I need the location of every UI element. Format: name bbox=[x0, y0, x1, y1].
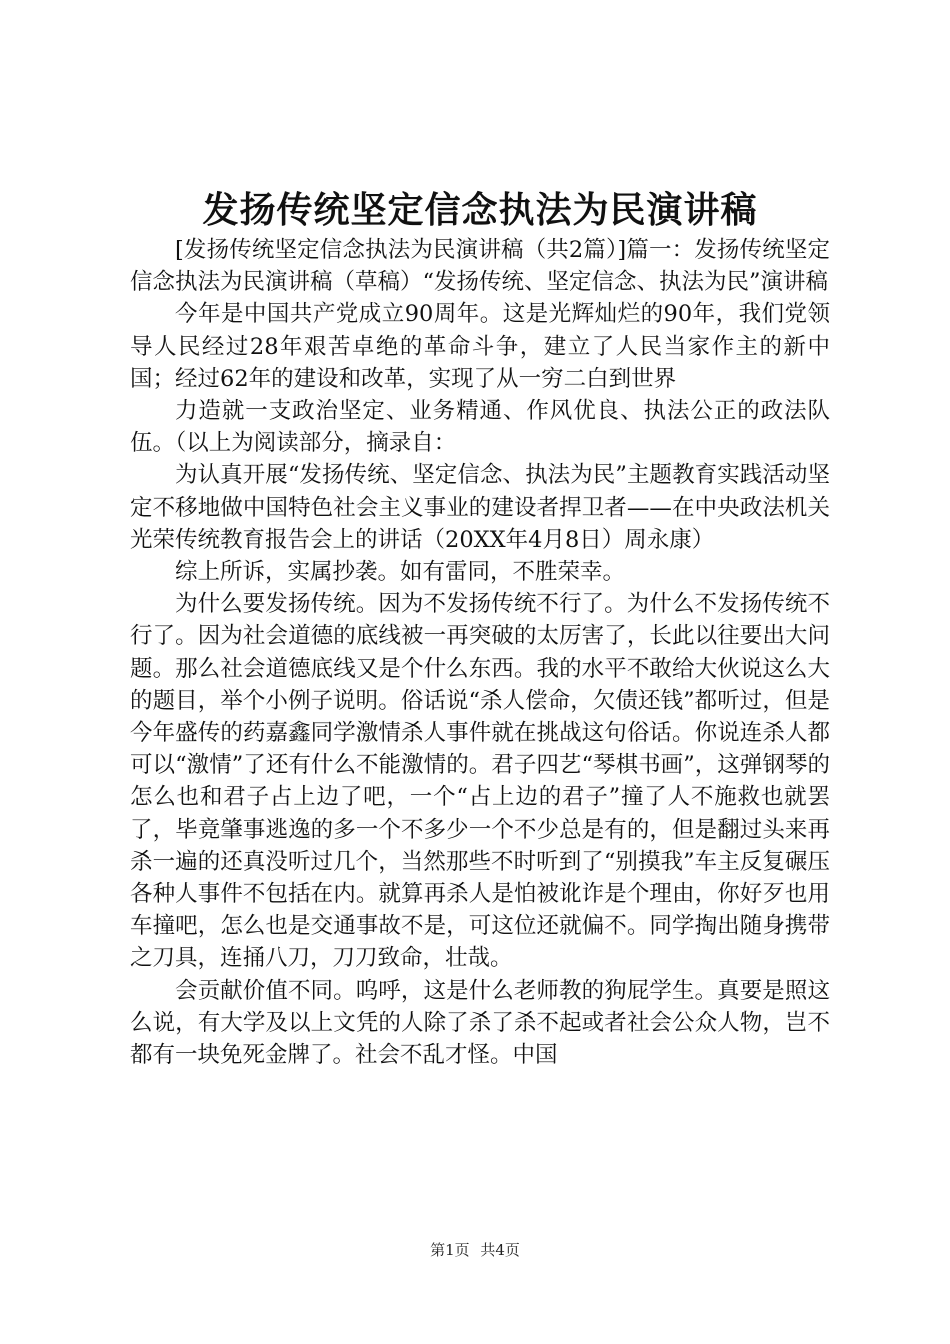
paragraph: 今年是中国共产党成立90周年。这是光辉灿烂的90年，我们党领导人民经过28年艰苦卓绝的革命斗争，建立了人民当家作主的新中国；经过62年的建设和改革，实现了从一穷二白到世界 bbox=[130, 301, 830, 392]
paragraph: 力造就一支政治坚定、业务精通、作风优良、执法公正的政法队伍。（以上为阅读部分，摘录自： bbox=[130, 398, 830, 457]
document-body bbox=[130, 234, 830, 1071]
page-footer bbox=[0, 1240, 950, 1260]
paragraph: 为认真开展“发扬传统、坚定信念、执法为民”主题教育实践活动坚定不移地做中国特色社会主义事业的建设者捍卫者——在中央政法机关光荣传统教育报告会上的讲话（20XX年4月8日）周永康） bbox=[130, 462, 830, 553]
paragraph: 为什么要发扬传统。因为不发扬传统不行了。为什么不发扬传统不行了。因为社会道德的底线被一再突破的太厉害了，长此以往要出大问题。那么社会道德底线又是个什么东西。我的水平不敢给大伙说这么大的题目，举个小例子说明。俗话说“杀人偿命，欠债还钱”都听过，但是今年盛传的药嘉鑫同学激情杀人事件就在挑战这句俗话。你说连杀人都可以“激情”了还有什么不能激情的。君子四艺“琴棋书画”，这弹钢琴的怎么也和君子占上边了吧，一个“占上边的君子”撞了人不施救也就罢了，毕竟肇事逃逸的多一个不多少一个不少总是有的，但是翻过头来再杀一遍的还真没听过几个，当然那些不时听到了“别摸我”车主反复碾压各种人事件不包括在内。就算再杀人是怕被讹诈是个理由，你好歹也用车撞吧，怎么也是交通事故不是，可这位还就偏不。同学掏出随身携带之刀具，连捅八刀，刀刀致命，壮哉。 bbox=[130, 591, 830, 972]
paragraph: 会贡献价值不同。呜呼，这是什么老师教的狗屁学生。真要是照这么说，有大学及以上文凭的人除了杀了杀不起或者社会公众人物，岂不都有一块免死金牌了。社会不乱才怪。中国 bbox=[130, 977, 830, 1069]
page-total: 共4页 bbox=[480, 1241, 520, 1259]
page-number: 第1页 bbox=[430, 1241, 470, 1259]
document-title: 发扬传统坚定信念执法为民演讲稿 bbox=[202, 189, 758, 231]
paragraph: [发扬传统坚定信念执法为民演讲稿（共2篇）]篇一：发扬传统坚定信念执法为民演讲稿（草稿）“发扬传统、坚定信念、执法为民”演讲稿 bbox=[130, 237, 830, 296]
paragraph: 综上所诉，实属抄袭。如有雷同，不胜荣幸。 bbox=[175, 559, 626, 586]
